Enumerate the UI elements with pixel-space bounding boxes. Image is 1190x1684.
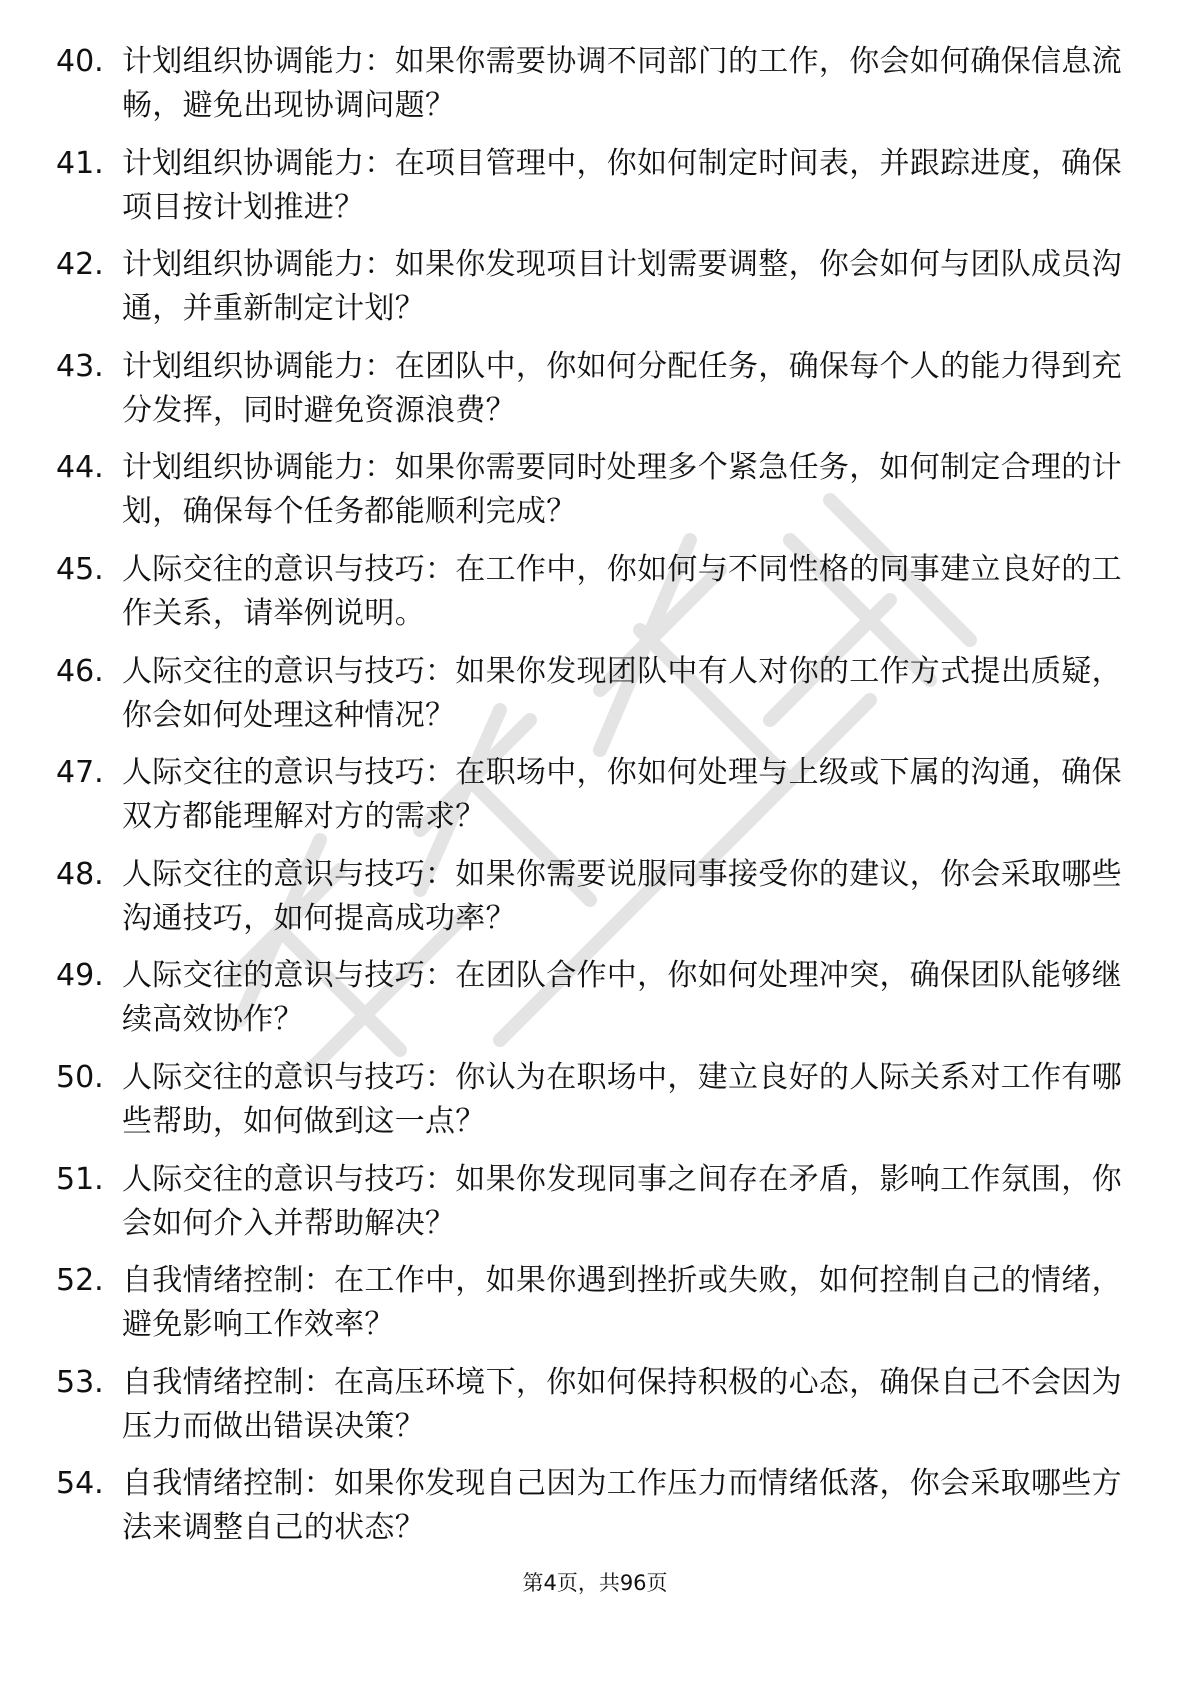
question-item bbox=[0, 1462, 1190, 1564]
question-text: 自我情绪控制：在工作中，如果你遇到挫折或失败，如何控制自己的情绪，避免影响工作效率？ bbox=[122, 1263, 1122, 1343]
question-number: 41. bbox=[56, 145, 104, 181]
question-text: 人际交往的意识与技巧：在职场中，你如何处理与上级或下属的沟通，确保双方都能理解对方的需求？ bbox=[122, 755, 1122, 835]
question-item bbox=[0, 548, 1190, 650]
question-number: 53. bbox=[56, 1364, 104, 1400]
question-text: 计划组织协调能力：在团队中，你如何分配任务，确保每个人的能力得到充分发挥，同时避免资源浪费？ bbox=[122, 348, 1122, 428]
question-number: 43. bbox=[56, 348, 104, 384]
question-item bbox=[0, 1259, 1190, 1361]
question-number: 48. bbox=[56, 856, 104, 892]
question-number: 44. bbox=[56, 450, 104, 486]
question-text: 计划组织协调能力：如果你需要同时处理多个紧急任务，如何制定合理的计划，确保每个任务都能顺利完成？ bbox=[122, 450, 1122, 530]
question-item bbox=[0, 853, 1190, 955]
question-number: 40. bbox=[56, 44, 104, 79]
question-item bbox=[0, 345, 1190, 447]
page-footer: 第4页，共96页 bbox=[522, 1571, 668, 1595]
question-item bbox=[0, 446, 1190, 548]
question-number: 45. bbox=[56, 551, 104, 587]
question-text: 计划组织协调能力：如果你需要协调不同部门的工作，你会如何确保信息流畅，避免出现协调问题？ bbox=[122, 44, 1122, 123]
question-number: 51. bbox=[56, 1161, 104, 1197]
question-item bbox=[0, 650, 1190, 752]
question-list bbox=[0, 40, 1190, 1564]
question-text: 人际交往的意识与技巧：在团队合作中，你如何处理冲突，确保团队能够继续高效协作？ bbox=[122, 958, 1122, 1038]
question-item bbox=[0, 1056, 1190, 1158]
question-item bbox=[0, 751, 1190, 853]
question-number: 42. bbox=[56, 247, 104, 283]
question-item bbox=[0, 954, 1190, 1056]
question-number: 49. bbox=[56, 958, 104, 994]
question-text: 人际交往的意识与技巧：如果你发现同事之间存在矛盾，影响工作氛围，你会如何介入并帮助解决？ bbox=[122, 1161, 1122, 1241]
question-text: 人际交往的意识与技巧：如果你发现团队中有人对你的工作方式提出质疑，你会如何处理这种情况？ bbox=[122, 653, 1122, 733]
question-number: 54. bbox=[56, 1466, 104, 1502]
question-item bbox=[0, 142, 1190, 244]
question-item bbox=[0, 40, 1190, 142]
question-text: 人际交往的意识与技巧：你认为在职场中，建立良好的人际关系对工作有哪些帮助，如何做到这一点？ bbox=[122, 1059, 1122, 1139]
question-text: 计划组织协调能力：在项目管理中，你如何制定时间表，并跟踪进度，确保项目按计划推进？ bbox=[122, 145, 1122, 225]
question-number: 52. bbox=[56, 1263, 104, 1299]
question-text: 人际交往的意识与技巧：如果你需要说服同事接受你的建议，你会采取哪些沟通技巧，如何提高成功率？ bbox=[122, 856, 1122, 936]
question-number: 46. bbox=[56, 653, 104, 689]
question-text: 自我情绪控制：在高压环境下，你如何保持积极的心态，确保自己不会因为压力而做出错误决策？ bbox=[122, 1364, 1122, 1444]
question-text: 人际交往的意识与技巧：在工作中，你如何与不同性格的同事建立良好的工作关系，请举例说明。 bbox=[122, 551, 1122, 631]
question-number: 47. bbox=[56, 755, 104, 791]
question-item bbox=[0, 243, 1190, 345]
question-number: 50. bbox=[56, 1059, 104, 1095]
question-text: 自我情绪控制：如果你发现自己因为工作压力而情绪低落，你会采取哪些方法来调整自己的状态？ bbox=[122, 1466, 1122, 1546]
question-item bbox=[0, 1361, 1190, 1463]
question-text: 计划组织协调能力：如果你发现项目计划需要调整，你会如何与团队成员沟通，并重新制定计划？ bbox=[122, 247, 1122, 327]
question-item bbox=[0, 1158, 1190, 1260]
